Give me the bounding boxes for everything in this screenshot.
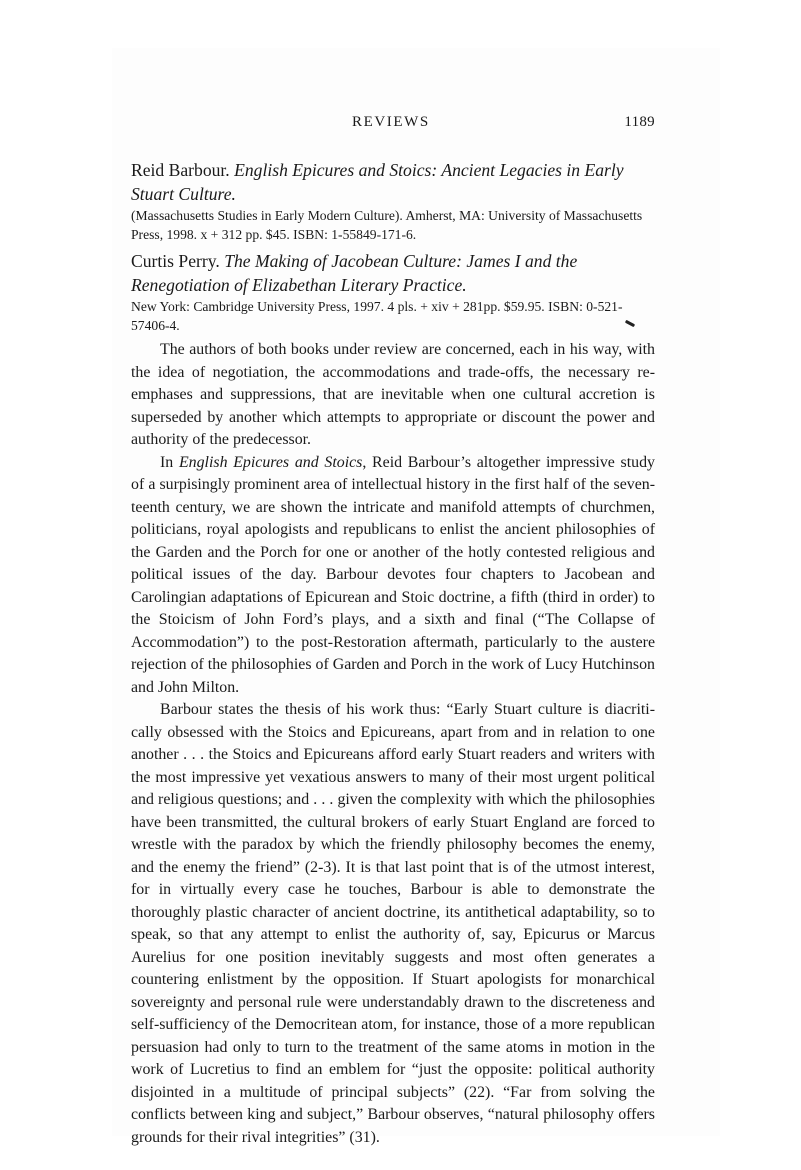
running-head: [131, 114, 655, 136]
running-head-title: REVIEWS: [352, 114, 430, 130]
paragraph-text: The authors of both books under review are concerned, each in his way, with the idea of negotiation, the accommodations and trade-offs, the necessary re-emphases and suppressions, that are inevitable when one cultural accretion is superseded by another which attempts to appropriate or discount the power and authority of the predecessor.: [131, 341, 655, 448]
publication-wrap: [131, 297, 655, 335]
book-author: Reid Barbour.: [131, 160, 230, 180]
book-publication-info: New York: Cambridge University Press, 1997. 4 pls. + xiv + 281pp. $59.95. ISBN: 0-521-57406-4.: [131, 299, 623, 333]
review-paragraph: [131, 699, 655, 1149]
book-heading: [131, 158, 655, 206]
book-title: English Epicures and Stoics: Ancient Legacies in Early Stuart Culture.: [131, 160, 624, 204]
review-paragraph: [131, 452, 655, 700]
page-number: 1189: [624, 114, 655, 130]
book-heading: [131, 249, 655, 297]
review-paragraph: [131, 339, 655, 452]
book-entry-perry: [131, 249, 655, 335]
paragraph-text: Barbour states the thesis of his work thus: “Early Stuart culture is diacritically obsessed with the Stoics and Epicureans, apart from and in relation to one another . . . the Stoics and Epicureans afford early Stuart readers and writers with the most impressive yet vexatious answers to many of their most urgent political and religious questions; and . . . given the complexity with which the philosophies have been transmitted, the cultural brokers of early Stuart England are forced to wrestle with the paradox by which the friendly philosophy becomes the enemy, and the enemy the friend” (2-3). It is that last point that is of the utmost interest, for in virtually every case he touches, Barbour is able to demonstrate the thoroughly plastic character of ancient doctrine, its antithetical adaptability, so to speak, so that any attempt to enlist the authority of, say, Epicurus or Marcus Aurelius for one position inevitably suggests and most often generates a countering enlistment by the opposition. If Stuart apologists for monarchical sovereignty and personal rule were understandably drawn to the discreteness and self-sufficiency of the Democritean atom, for instance, those of a more republican persuasion had only to turn to the treatment of the same atoms in motion in the work of Lucretius to find an emblem for “just the opposite: political authority disjointed in a multitude of principal subjects” (22). “Far from solving the conflicts between king and subject,” Barbour observes, “natural philosophy offers grounds for their rival integrities” (31).: [131, 701, 655, 1146]
book-entry-barbour: [131, 158, 655, 244]
review-body: [131, 339, 655, 1149]
paragraph-text: , Reid Barbour’s altogether impressive study of a surpisingly prominent area of intellectual history in the first half of the seventeenth century, we are shown the intricate and manifold attempts of churchmen, politicians, royal apologists and republicans to enlist the ancient philosophies of the Garden and the Porch for one or another of the hotly contested religious and political issues of the day. Barbour devotes four chapters to Jacobean and Carolingian adaptations of Epicurean and Stoic doctrine, a fifth (third in order) to the Stoicism of John Ford’s plays, and a sixth and final (“The Collapse of Accommodation”) to the post-Restoration aftermath, particularly to the austere rejection of the philosophies of Garden and Porch in the work of Lucy Hutchinson and John Milton.: [131, 453, 655, 696]
page-content: [131, 158, 655, 1149]
paragraph-prefix: In: [160, 453, 179, 471]
book-author: Curtis Perry.: [131, 251, 220, 271]
book-publication-info: (Massachusetts Studies in Early Modern Culture). Amherst, MA: University of Massachusetts Press, 1998. x + 312 pp. $45. ISBN: 1-55849-171-6.: [131, 208, 643, 242]
cited-title: English Epicures and Stoics: [178, 453, 363, 471]
book-title: The Making of Jacobean Culture: James I and the Renegotiation of Elizabethan Literary Practice.: [131, 251, 578, 295]
